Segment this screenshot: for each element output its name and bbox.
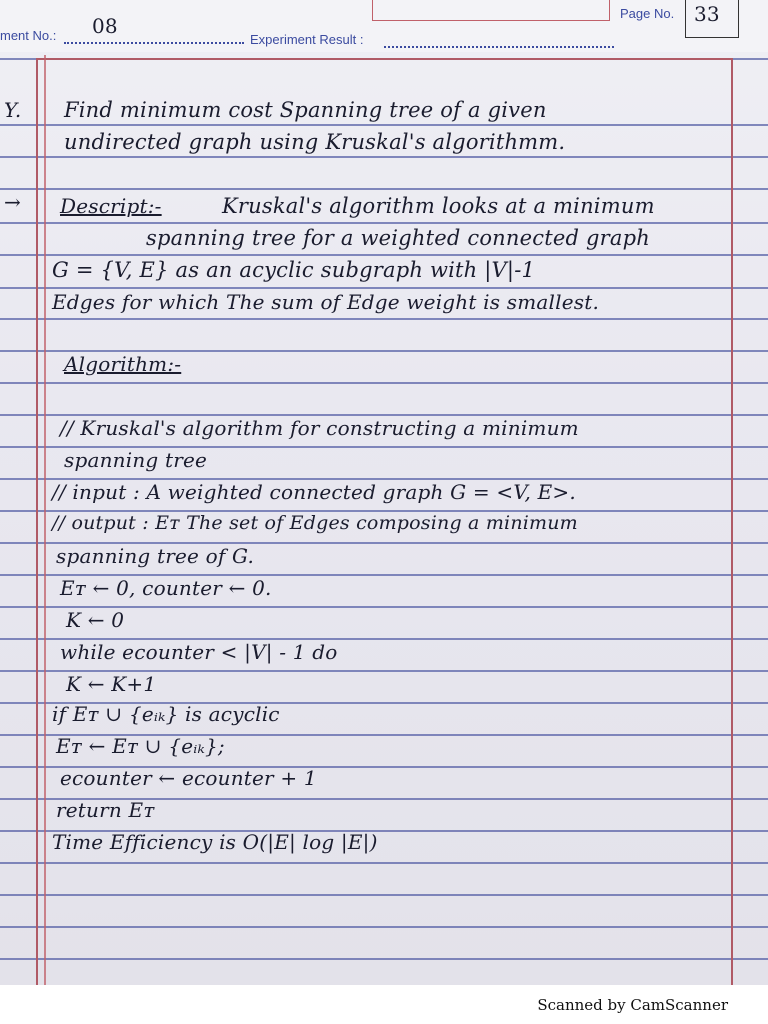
algorithm-line: K ← 0 <box>66 608 125 632</box>
description-heading: Descript:- <box>60 194 162 218</box>
algorithm-line: ecounter ← ecounter + 1 <box>60 766 317 790</box>
algorithm-line: while ecounter < |V| - 1 do <box>60 640 338 664</box>
algorithm-line: // Kruskal's algorithm for constructing a minimum <box>60 416 579 440</box>
description-mark: → <box>4 190 21 214</box>
page-no-box <box>685 0 739 38</box>
algorithm-line: Time Efficiency is O(|E| log |E|) <box>52 830 378 854</box>
page-no-label: Page No. <box>620 6 675 21</box>
roll-number-boxes <box>372 0 610 21</box>
experiment-no-label: ment No.: <box>0 28 57 43</box>
margin-line-left <box>44 55 46 985</box>
algorithm-line: // input : A weighted connected graph G = <V, E>. <box>52 480 576 504</box>
algorithm-line: return Eᴛ <box>56 798 155 822</box>
experiment-result-label: Experiment Result : <box>250 32 364 47</box>
algorithm-line: // output : Eᴛ The set of Edges composing a minimum <box>52 512 578 534</box>
algorithm-heading: Algorithm:- <box>64 352 182 376</box>
page-no-value: 33 <box>694 2 720 26</box>
description-line-4: Edges for which The sum of Edge weight is smallest. <box>52 290 600 314</box>
algorithm-line: K ← K+1 <box>66 672 157 696</box>
aim-line-1: Find minimum cost Spanning tree of a given <box>64 98 547 122</box>
aim-line-2: undirected graph using Kruskal's algorithmm. <box>64 130 566 154</box>
experiment-no-dotted-line <box>64 42 244 44</box>
algorithm-line: spanning tree <box>64 448 208 472</box>
algorithm-line: Eᴛ ← 0, counter ← 0. <box>60 576 272 600</box>
description-line-1: Kruskal's algorithm looks at a minimum <box>222 194 655 218</box>
description-line-3: G = {V, E} as an acyclic subgraph with |V|-1 <box>52 258 536 282</box>
page-header <box>0 0 768 52</box>
camscanner-watermark: Scanned by CamScanner <box>537 996 728 1014</box>
experiment-result-dotted-line <box>384 46 614 48</box>
experiment-no-value: 08 <box>92 14 118 38</box>
aim-mark: Y. <box>4 98 22 122</box>
algorithm-line: if Eᴛ ∪ {eᵢₖ} is acyclic <box>52 702 280 726</box>
algorithm-line: spanning tree of G. <box>56 544 255 568</box>
algorithm-line: Eᴛ ← Eᴛ ∪ {eᵢₖ}; <box>56 734 225 758</box>
description-line-2: spanning tree for a weighted connected graph <box>146 226 650 250</box>
